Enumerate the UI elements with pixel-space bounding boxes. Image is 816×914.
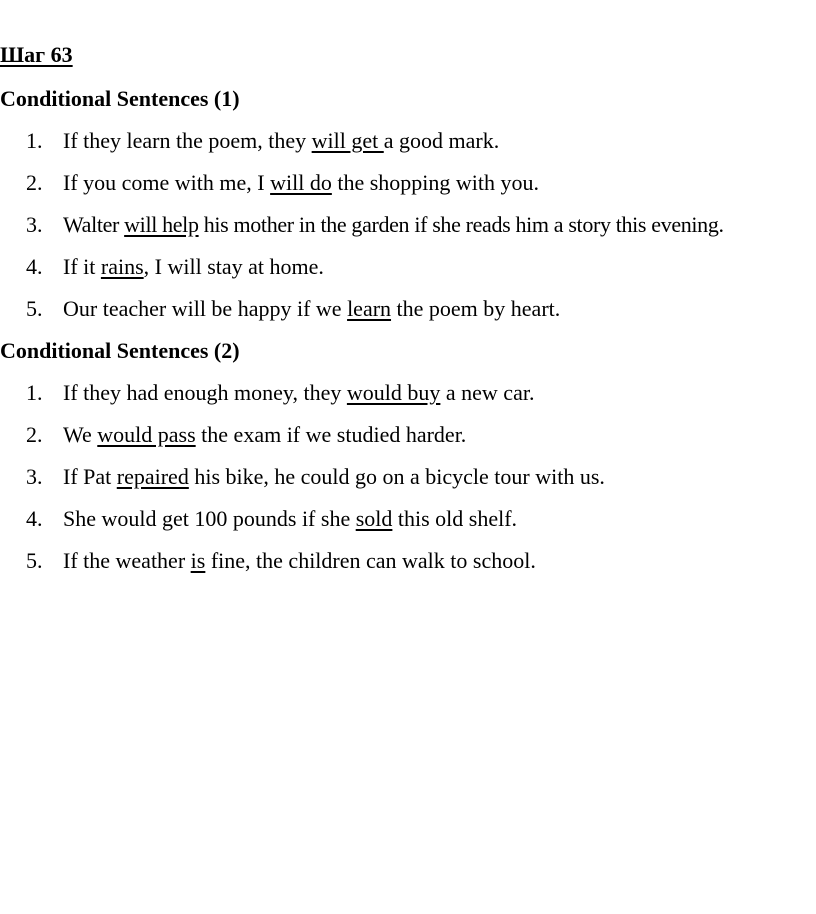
sentence-part: We bbox=[63, 422, 98, 447]
item-sentence bbox=[63, 170, 539, 196]
item-number: 5. bbox=[26, 296, 43, 321]
sentence-part: If they had enough money, they bbox=[63, 380, 347, 405]
section-heading-conditional-2: Conditional Sentences (2) bbox=[0, 338, 240, 363]
sentence-part: She would get 100 pounds if she bbox=[63, 506, 356, 531]
section-heading-conditional-1: Conditional Sentences (1) bbox=[0, 86, 240, 111]
item-number: 5. bbox=[26, 548, 43, 573]
item-sentence bbox=[63, 254, 324, 280]
underlined-answer: is bbox=[190, 548, 206, 573]
underlined-answer: would pass bbox=[97, 422, 196, 447]
sentence-part: If you come with me, I bbox=[63, 170, 271, 195]
sentence-part: If they learn the poem, they bbox=[63, 128, 312, 153]
sentence-part: his bike, he could go on a bicycle tour with us. bbox=[188, 464, 605, 489]
sentence-part: Walter bbox=[63, 212, 125, 237]
underlined-answer: would buy bbox=[346, 380, 441, 405]
item-number: 1. bbox=[26, 128, 43, 153]
item-number: 2. bbox=[26, 170, 43, 195]
item-number: 3. bbox=[26, 212, 43, 237]
underlined-answer: will do bbox=[270, 170, 332, 195]
underlined-answer: rains bbox=[100, 254, 144, 279]
item-number: 4. bbox=[26, 506, 43, 531]
item-sentence bbox=[63, 296, 560, 322]
sentence-part: a good mark. bbox=[383, 128, 500, 153]
item-number: 3. bbox=[26, 464, 43, 489]
sentence-part: the poem by heart. bbox=[391, 296, 561, 321]
sentence-part: his mother in the garden if she reads him a story this evening. bbox=[198, 212, 724, 237]
item-number: 4. bbox=[26, 254, 43, 279]
underlined-answer: repaired bbox=[116, 464, 189, 489]
sentence-part: the exam if we studied harder. bbox=[195, 422, 467, 447]
sentence-part: Our teacher will be happy if we bbox=[63, 296, 348, 321]
item-sentence bbox=[63, 380, 534, 406]
item-sentence bbox=[63, 212, 724, 238]
item-sentence bbox=[63, 548, 536, 574]
sentence-part: the shopping with you. bbox=[331, 170, 540, 195]
sentence-part: If Pat bbox=[63, 464, 117, 489]
item-sentence bbox=[63, 506, 517, 532]
sentence-part: If the weather bbox=[63, 548, 191, 573]
item-number: 2. bbox=[26, 422, 43, 447]
sentence-part: , I will stay at home. bbox=[143, 254, 324, 279]
sentence-part: fine, the children can walk to school. bbox=[205, 548, 536, 573]
sentence-part: this old shelf. bbox=[392, 506, 518, 531]
underlined-answer: will get bbox=[311, 128, 384, 153]
item-sentence bbox=[63, 128, 499, 154]
sentence-part: a new car. bbox=[440, 380, 535, 405]
step-title: Шаг 63 bbox=[0, 42, 73, 67]
underlined-answer: will help bbox=[124, 212, 199, 237]
item-sentence bbox=[63, 422, 466, 448]
item-sentence bbox=[63, 464, 605, 490]
item-number: 1. bbox=[26, 380, 43, 405]
underlined-answer: learn bbox=[347, 296, 392, 321]
sentence-part: If it bbox=[63, 254, 101, 279]
underlined-answer: sold bbox=[355, 506, 393, 531]
